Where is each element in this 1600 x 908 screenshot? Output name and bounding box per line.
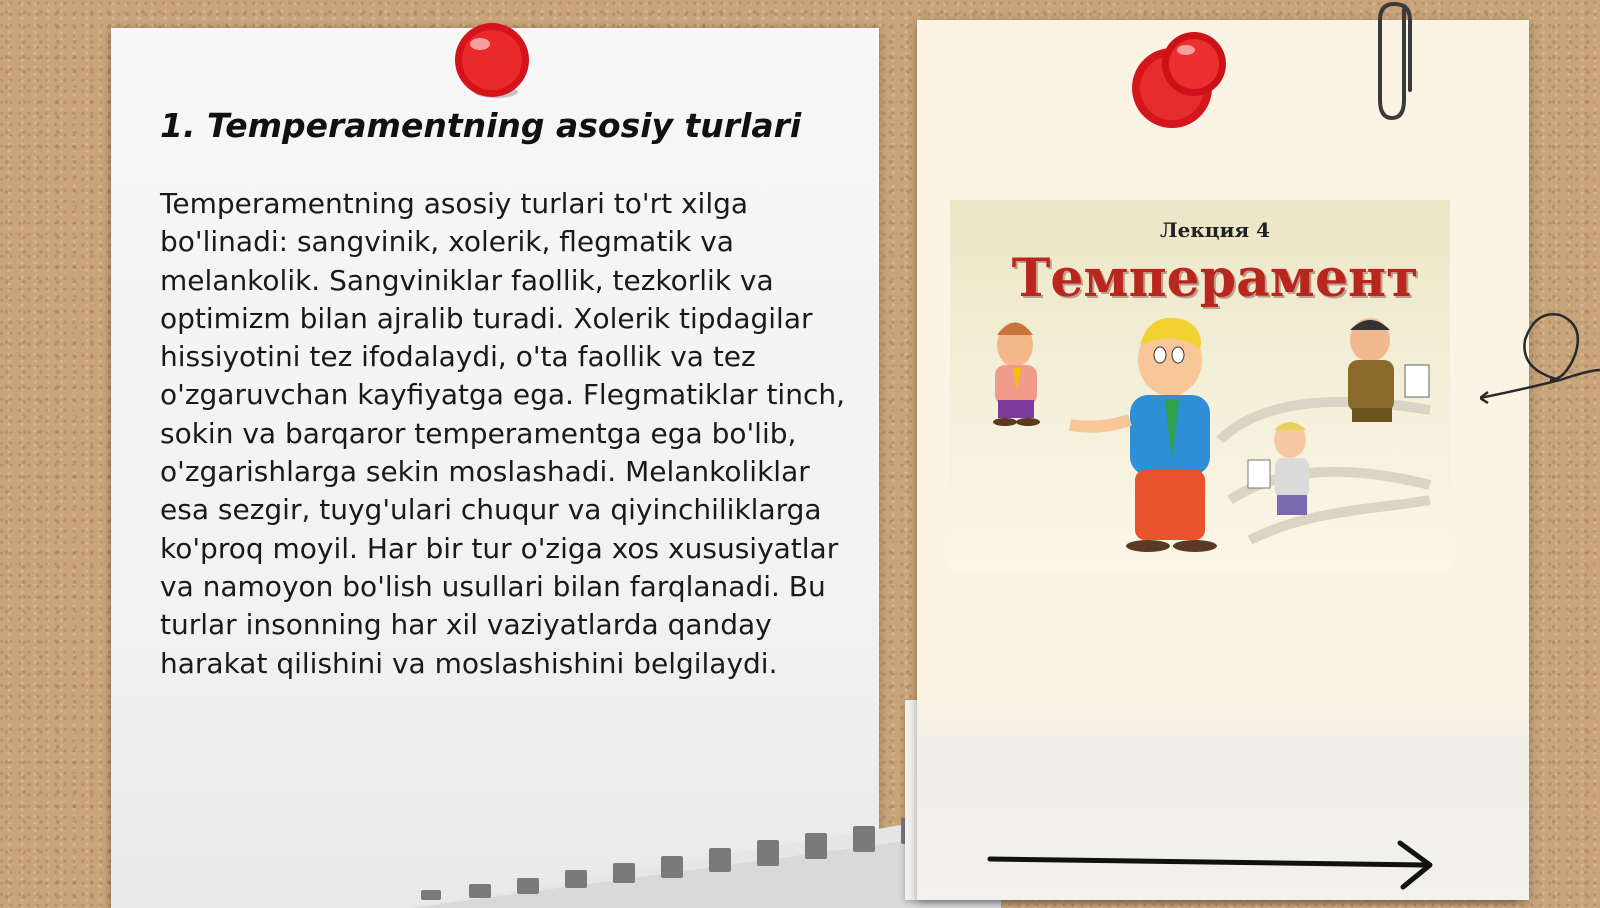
lecture-number-label: Лекция 4 [1159, 218, 1271, 242]
sanguine-cartoon [1070, 318, 1217, 552]
temperament-lecture-image [950, 200, 1450, 570]
melancholic-cartoon [993, 323, 1040, 427]
pushpin-icon [452, 20, 532, 102]
string-loop-decoration [1480, 310, 1600, 410]
pushpin-icon [1124, 30, 1234, 130]
section-body-text: Temperamentning asosiy turlari to'rt xilga bo'linadi: sangvinik, xolerik, flegmatik va melankolik. Sangviniklar faollik, tezkorlik va optimizm bilan ajralib turadi. Xolerik tipdagilar hissiyotini tez ifodalaydi, o'ta faollik va tez o'zgaruvchan kayfiyatga ega. Flegmatiklar tinch, sokin va barqaror temperamentga ega bo'lib, o'zgarishlarga sekin moslashadi. Melankoliklar esa sezgir, tuyg'ulari chuqur va qiyinchiliklarga ko'proq moyil. Har bir tur o'ziga xos xususiyatlar va namoyon bo'lish usullari bilan farqlanadi. Bu turlar insonning har xil vaziyatlarda qanday harakat qilishini va moslashishini belgilaydi. [160, 187, 846, 680]
lecture-title: Темперамент [1011, 248, 1419, 309]
phlegmatic-cartoon [1248, 422, 1309, 515]
section-heading: 1. Temperamentning asosiy turlari [160, 106, 802, 145]
paperclip-icon [1374, 0, 1424, 125]
temperament-cartoon-illustration [950, 310, 1450, 570]
arrow-right-icon[interactable] [985, 835, 1445, 895]
